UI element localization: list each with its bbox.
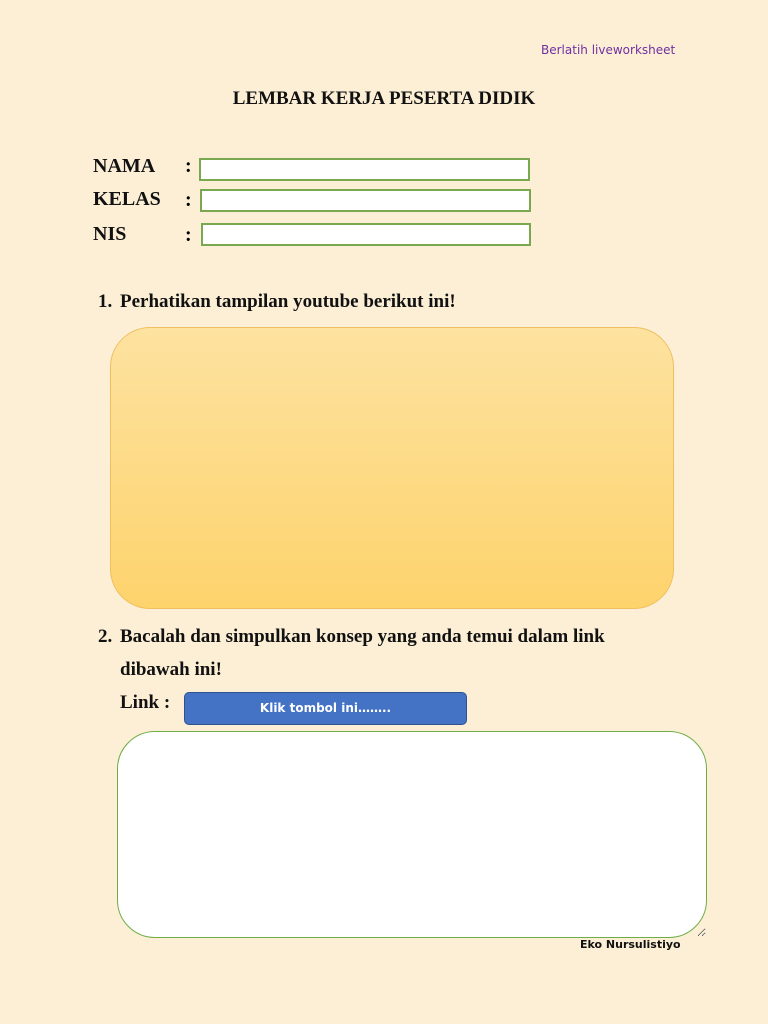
kelas-input[interactable] [200, 189, 531, 212]
question-2-number: 2. [98, 626, 113, 647]
nis-label: NIS [93, 223, 127, 245]
youtube-video-placeholder[interactable] [110, 327, 674, 609]
nama-input[interactable] [199, 158, 530, 181]
question-1-number: 1. [98, 291, 113, 312]
page-title: LEMBAR KERJA PESERTA DIDIK [232, 88, 536, 109]
kelas-label: KELAS [93, 188, 161, 210]
colon: : [185, 155, 192, 177]
answer-box[interactable] [117, 731, 707, 938]
nama-label: NAMA [93, 155, 156, 177]
colon: : [185, 224, 192, 246]
header-note: Berlatih liveworksheet [541, 43, 676, 57]
link-button[interactable]: Klik tombol ini…….. [184, 692, 467, 725]
question-2-text-line2: dibawah ini! [120, 659, 222, 680]
question-2-text-line1: Bacalah dan simpulkan konsep yang anda temui dalam link [120, 626, 605, 647]
question-1-text: Perhatikan tampilan youtube berikut ini! [120, 291, 456, 312]
link-label: Link : [120, 692, 171, 713]
nis-input[interactable] [201, 223, 531, 246]
author-name: Eko Nursulistiyo [580, 938, 681, 951]
colon: : [185, 189, 192, 211]
